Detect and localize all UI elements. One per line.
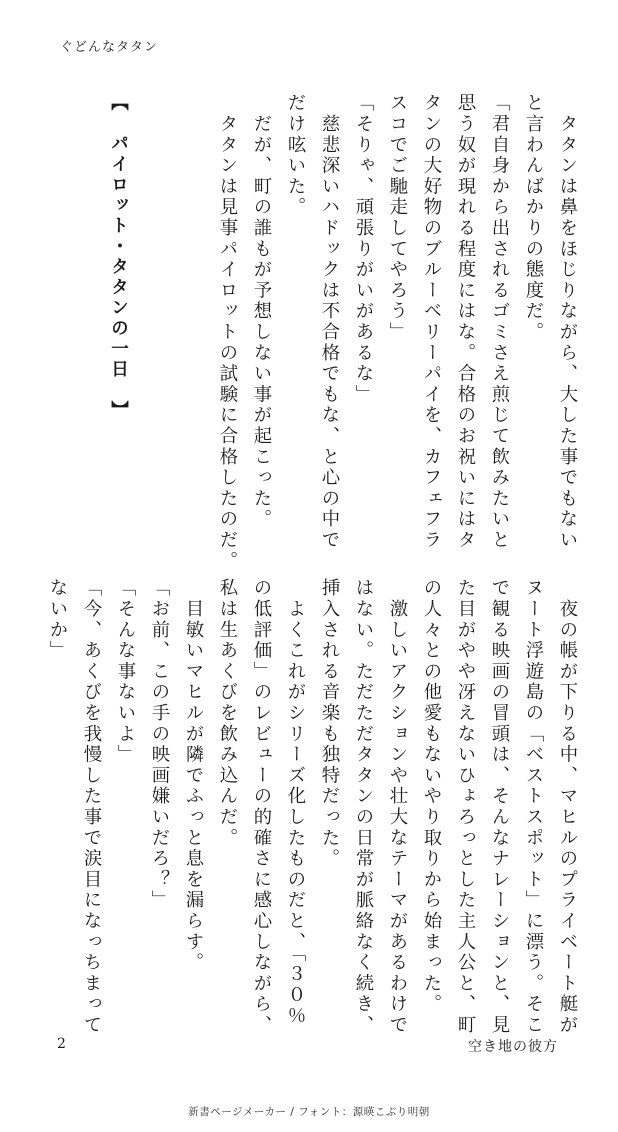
text-line: で観る映画の冒頭は、そんなナレーションと、見 [489,578,510,1036]
text-line: 「君自身から出されるゴミさえ煎じて飲みたいと [489,93,510,551]
text-line: ないか」 [47,578,68,662]
book-title: 空き地の彼方 [468,1039,558,1055]
text-line: 「今、あくびを我慢した事で涙目になっちまって [81,578,102,1036]
text-line: 目敏いマヒルが隣でふっと息を漏らす。 [183,578,204,974]
footer-credit: 新書ページメーカー / フォント：源暎こぶり明朝 [188,1106,430,1118]
running-head: ぐどんなタタン [60,40,159,55]
text-block-top [56,93,578,572]
text-line: よくこれがシリーズ化したものだと、「３０％ [285,578,306,1027]
text-line: 激しいアクションや壮大なテーマがあるわけで [387,578,408,1036]
text-line: タタンは鼻をほじりながら、大した事でもない [557,93,578,551]
text-line: タタンは見事パイロットの試験に合格したのだ。 [217,93,238,572]
text-line: 思う奴が現れる程度にはな。合格のお祝いにはタ [455,93,476,551]
text-block-bottom [47,578,578,1036]
text-line: 慈悲深いハドックは不合格でもな、と心の中で [319,93,340,551]
text-line: 私は生あくびを飲み込んだ。 [217,578,238,849]
text-line: 挿入される音楽も独特だった。 [319,578,340,870]
text-line: スコでご馳走してやろう」 [387,93,408,343]
text-line: だけ呟いた。 [285,93,306,218]
text-line: と言わんばかりの態度だ。 [523,93,544,343]
text-line: た目がやや冴えないひょろっとした主人公と、町 [455,578,476,1036]
text-line: 夜の帳が下りる中、マヒルのプライベート艇が [557,578,578,1036]
text-line: の低評価」のレビューの的確さに感心しながら、 [251,578,272,1036]
text-line: はない。ただただタタンの日常が脈絡なく続き、 [353,578,374,1036]
text-line: ヌート浮遊島の「ベストスポット」に漂う。そこ [523,578,544,1036]
text-line: 「お前、この手の映画嫌いだろ？」 [149,578,170,911]
text-line: だが、町の誰もが予想しない事が起こった。 [251,93,272,530]
text-line: の人々との他愛もないやり取りから始まった。 [421,578,442,1015]
text-line: 「そりゃ、頑張りがいがあるな」 [353,93,374,405]
text-line: 「そんな事ないよ」 [115,578,136,766]
chapter-title: 【 パイロット・タタンの一日 】 [108,93,129,421]
text-line: タンの大好物のブルーベリーパイを、カフェフラ [421,93,442,551]
page-number: 2 [57,1036,66,1052]
